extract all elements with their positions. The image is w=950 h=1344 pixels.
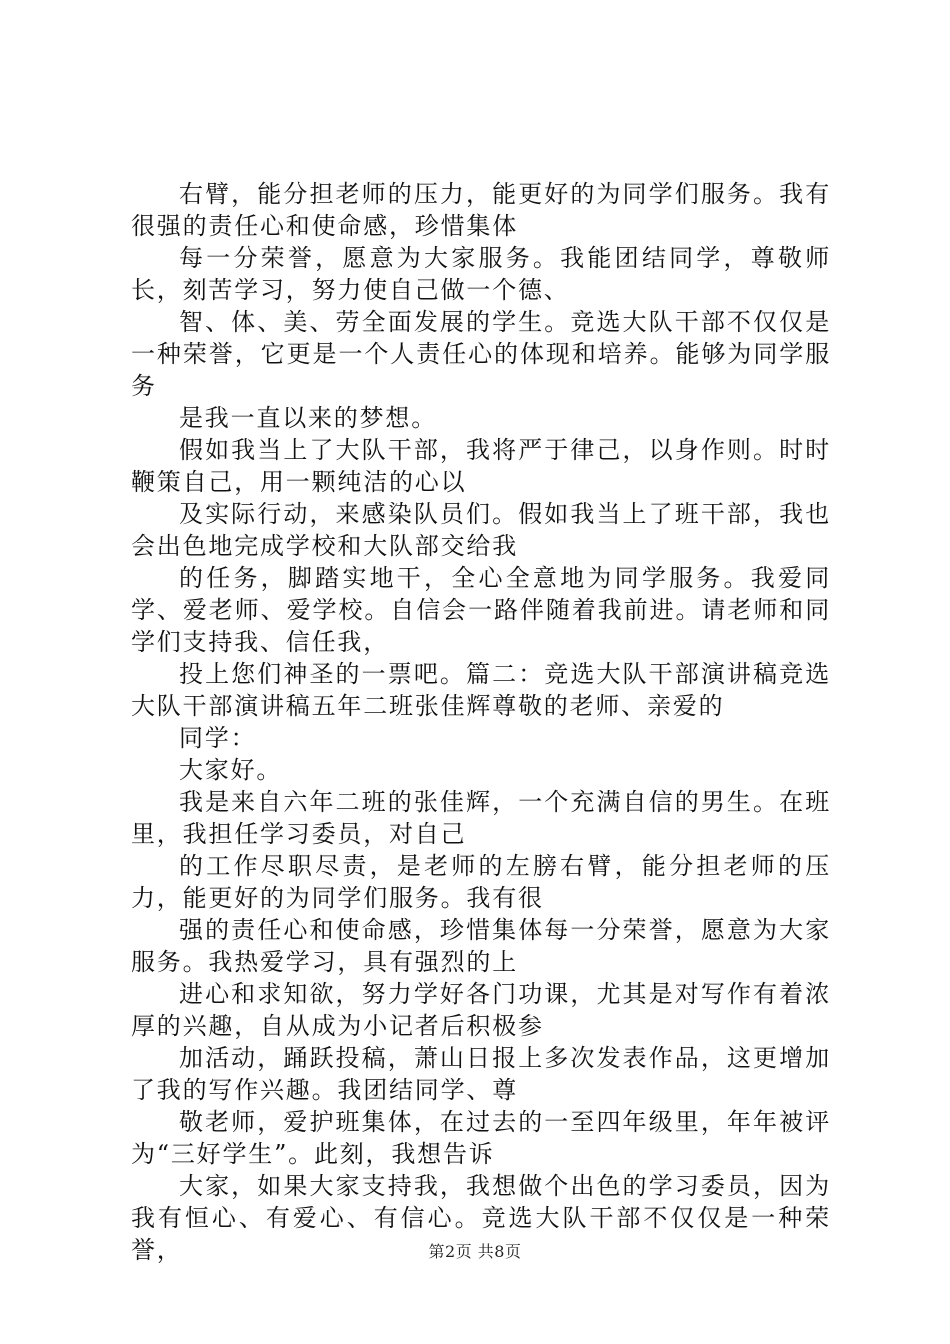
paragraph: 及实际行动，来感染队员们。假如我当上了班干部，我也会出色地完成学校和大队部交给我 bbox=[131, 500, 831, 560]
document-body bbox=[131, 178, 831, 1266]
paragraph: 投上您们神圣的一票吧。篇二：竞选大队干部演讲稿竞选大队干部演讲稿五年二班张佳辉尊敬的老师、亲爱的 bbox=[131, 660, 831, 720]
paragraph: 大家，如果大家支持我，我想做个出色的学习委员，因为我有恒心、有爱心、有信心。竞选大队干部不仅仅是一种荣誉， bbox=[131, 1172, 831, 1264]
paragraph: 敬老师，爱护班集体，在过去的一至四年级里，年年被评为“三好学生”。此刻，我想告诉 bbox=[131, 1108, 831, 1168]
paragraph: 智、体、美、劳全面发展的学生。竞选大队干部不仅仅是一种荣誉，它更是一个人责任心的体现和培养。能够为同学服务 bbox=[131, 308, 831, 400]
paragraph: 加活动，踊跃投稿，萧山日报上多次发表作品，这更增加了我的写作兴趣。我团结同学、尊 bbox=[131, 1044, 831, 1104]
paragraph: 的工作尽职尽责，是老师的左膀右臂，能分担老师的压力，能更好的为同学们服务。我有很 bbox=[131, 852, 831, 912]
paragraph: 大家好。 bbox=[179, 756, 283, 784]
paragraph: 的任务，脚踏实地干，全心全意地为同学服务。我爱同学、爱老师、爱学校。自信会一路伴随着我前进。请老师和同学们支持我、信任我， bbox=[131, 564, 831, 656]
paragraph: 我是来自六年二班的张佳辉，一个充满自信的男生。在班里，我担任学习委员，对自己 bbox=[131, 788, 831, 848]
page-number-footer: 第2页 共8页 bbox=[428, 1242, 522, 1261]
paragraph: 每一分荣誉，愿意为大家服务。我能团结同学，尊敬师长，刻苦学习，努力使自己做一个德、 bbox=[131, 244, 831, 304]
paragraph: 进心和求知欲，努力学好各门功课，尤其是对写作有着浓厚的兴趣，自从成为小记者后积极参 bbox=[131, 980, 831, 1040]
paragraph: 同学： bbox=[179, 724, 257, 752]
paragraph: 是我一直以来的梦想。 bbox=[179, 404, 437, 432]
paragraph: 假如我当上了大队干部，我将严于律己，以身作则。时时鞭策自己，用一颗纯洁的心以 bbox=[131, 436, 831, 496]
paragraph: 强的责任心和使命感，珍惜集体每一分荣誉，愿意为大家服务。我热爱学习，具有强烈的上 bbox=[131, 916, 831, 976]
paragraph: 右臂，能分担老师的压力，能更好的为同学们服务。我有很强的责任心和使命感，珍惜集体 bbox=[131, 180, 831, 240]
